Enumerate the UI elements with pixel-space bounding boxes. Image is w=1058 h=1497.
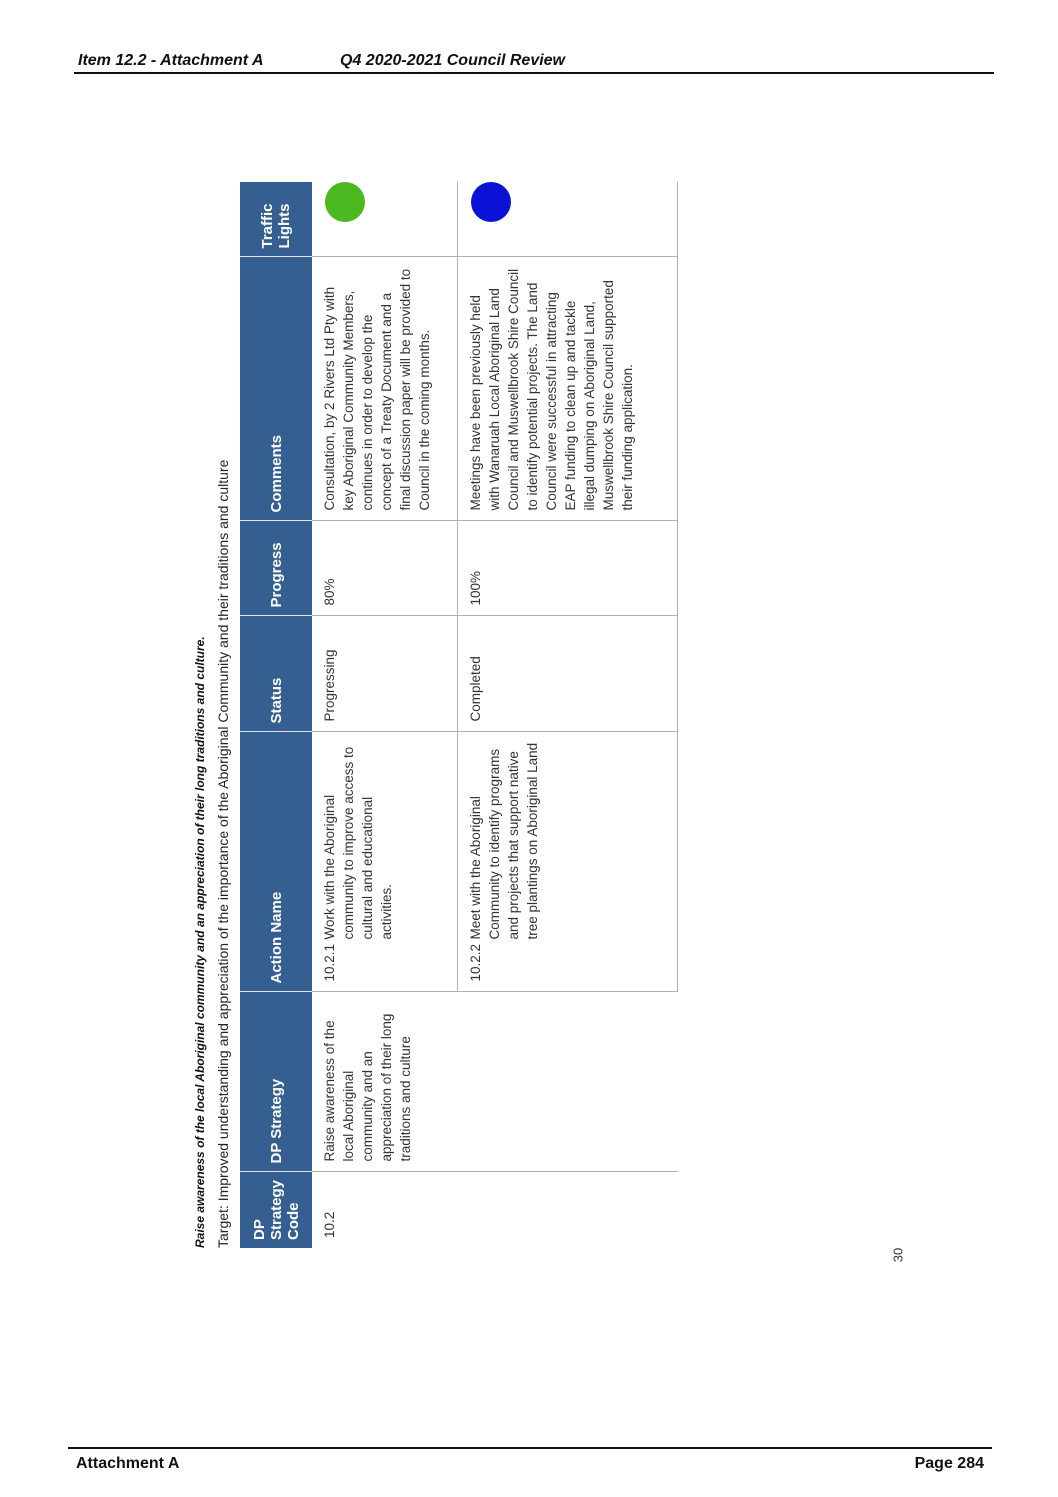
comments-cell: Meetings have been previously held with Wanaruah Local Aboriginal Land Council and Muswellbrook Shire Council to identify potential projects. The Land Council were successful in attracting EAP funding to clean up and tackle illegal dumping on Aboriginal Land, Muswellbrook Shire Council supported their funding application. (458, 257, 678, 521)
header-left: Item 12.2 - Attachment A (78, 52, 264, 69)
action-name-cell (312, 732, 458, 992)
footer-left: Attachment A (76, 1455, 180, 1472)
col-action-name: Action Name (240, 732, 312, 992)
col-dp-strategy-code: DP Strategy Code (240, 1172, 312, 1248)
progress-cell: 80% (312, 521, 458, 616)
rotated-content (190, 180, 685, 1248)
col-comments: Comments (240, 257, 312, 521)
strategy-name-cell: Raise awareness of the local Aboriginal community and an appreciation of their long traditions and culture (312, 992, 458, 1172)
table-header-row (240, 182, 312, 1248)
action-name: Work with the Aboriginal community to improve access to cultural and educational activities. (322, 746, 394, 940)
status-cell: Progressing (312, 616, 458, 732)
action-name: Meet with the Aboriginal Community to identify programs and projects that support native tree plantings on Aboriginal Land (468, 742, 540, 940)
page-header (74, 52, 994, 74)
page-footer (68, 1447, 992, 1479)
comments-cell: Consultation, by 2 Rivers Ltd Pty with key Aboriginal Community Members, continues in order to develop the concept of a Treaty Document and a final discussion paper will be provided to Council in the coming months. (312, 257, 458, 521)
table-row (458, 182, 678, 1248)
strategy-code-cell-empty (458, 1172, 678, 1248)
strategy-name-cell-empty (458, 992, 678, 1172)
table-row (312, 182, 458, 1248)
header-right: Q4 2020-2021 Council Review (340, 52, 565, 69)
action-name-cell (458, 732, 678, 992)
footer-right: Page 284 (914, 1455, 984, 1472)
status-cell: Completed (458, 616, 678, 732)
page-number (888, 1240, 908, 1270)
page-number-text: 30 (890, 1247, 906, 1263)
col-dp-strategy: DP Strategy (240, 992, 312, 1172)
action-code: 10.2.1 (322, 943, 337, 982)
traffic-light-green-icon (325, 183, 365, 223)
col-progress: Progress (240, 521, 312, 616)
strategy-code-cell: 10.2 (322, 1211, 337, 1238)
traffic-light-blue-icon (471, 183, 511, 223)
review-table (240, 182, 678, 1248)
col-traffic-lights: Traffic Lights (240, 182, 312, 257)
col-status: Status (240, 616, 312, 732)
progress-cell: 100% (458, 521, 678, 616)
traffic-light-cell (312, 182, 458, 257)
section-heading: Raise awareness of the local Aboriginal community and an appreciation of their long traditions and culture. (193, 636, 207, 1248)
action-code: 10.2.2 (468, 943, 483, 982)
traffic-light-cell (458, 182, 678, 257)
target-line: Target: Improved understanding and appreciation of the importance of the Aboriginal Community and their traditions and culture (215, 459, 231, 1248)
